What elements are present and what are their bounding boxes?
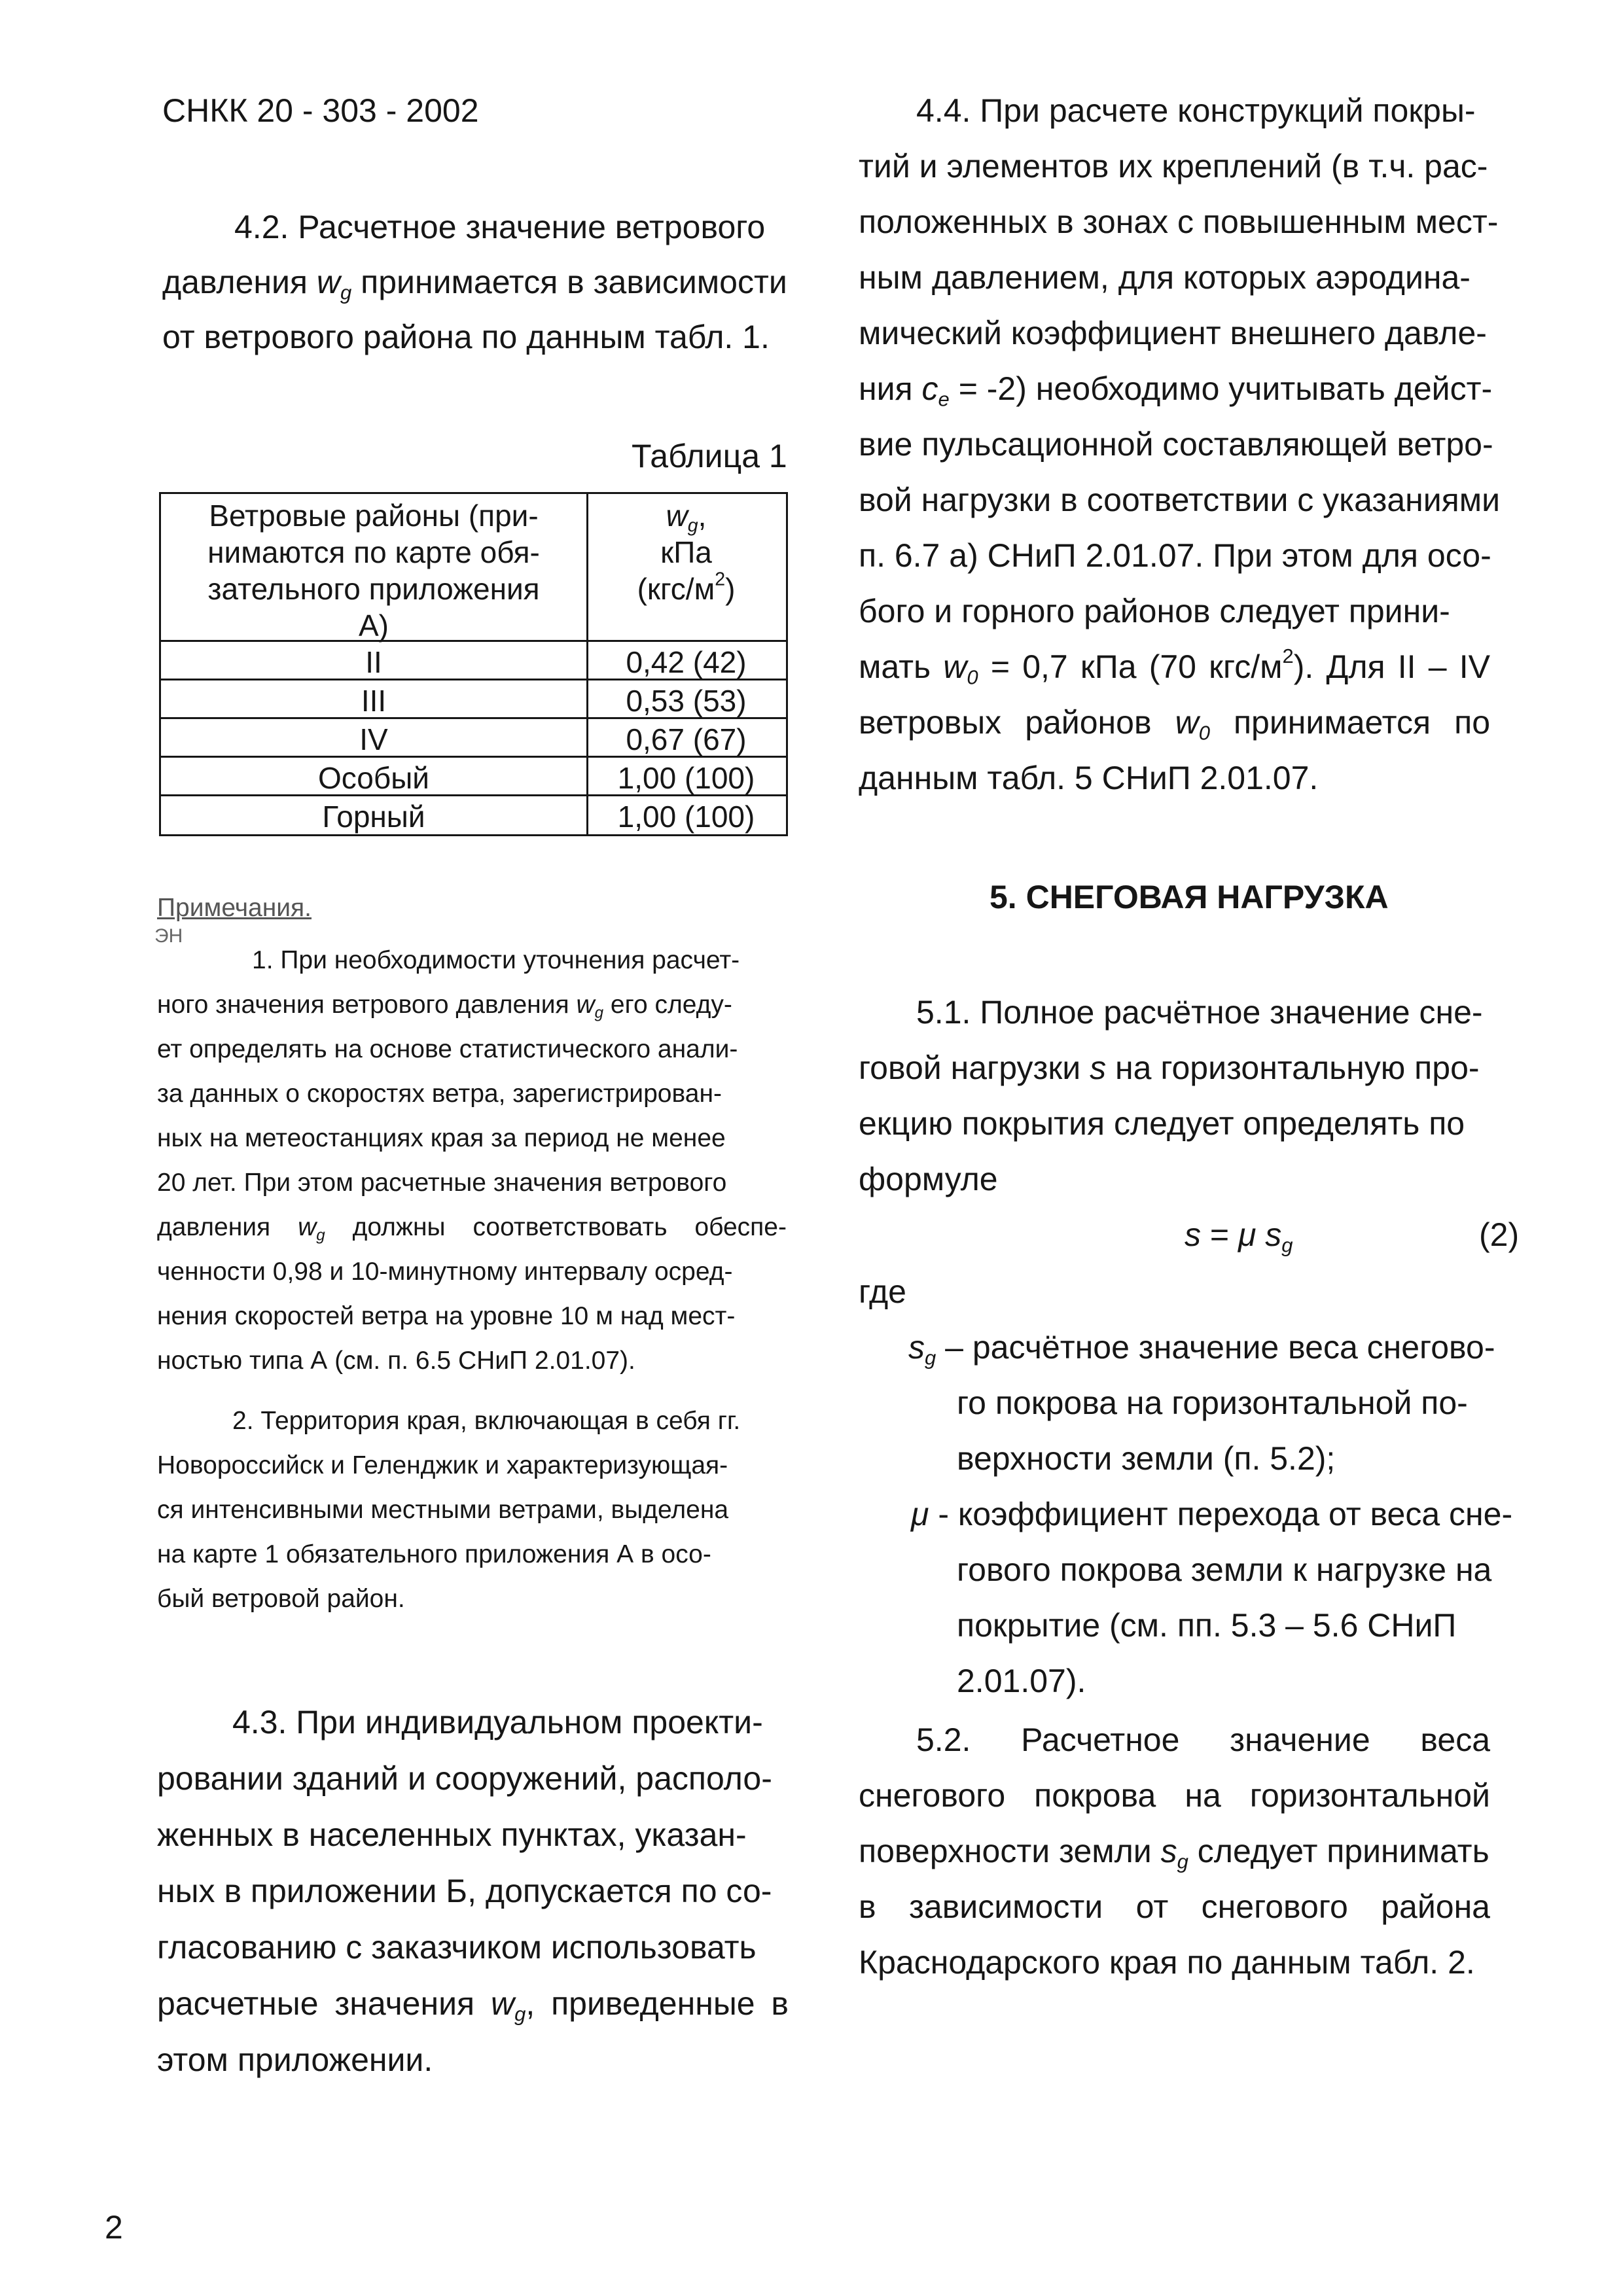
document-code-header: СНКК 20 - 303 - 2002 (162, 92, 479, 129)
table-cell-region: Горный (322, 800, 425, 834)
table-cell-region: II (365, 645, 382, 679)
page-number: 2 (105, 2209, 123, 2246)
table-cell-value: 1,00 (100) (617, 800, 755, 834)
notes-mark: ЭН (154, 925, 183, 947)
table-title: Таблица 1 (632, 438, 787, 474)
table-cell-value: 0,53 (53) (626, 684, 747, 718)
formula: s = μ $s_g$ (1185, 1216, 1293, 1257)
table-header-pressure: $w_g$, кПа $(кгс/м^2)$ (637, 499, 736, 606)
table-cell-value: 1,00 (100) (617, 761, 755, 795)
section-title: 5. СНЕГОВАЯ НАГРУЗКА (990, 879, 1389, 915)
notes-title: Примечания. (157, 894, 312, 922)
table-cell-value: 0,42 (42) (626, 645, 747, 679)
table-cell-region: Особый (318, 761, 429, 795)
table-header-region: Ветровые районы (при- нимаются по карте обя- зательного приложения А) (207, 499, 540, 643)
where-label: где (859, 1273, 906, 1310)
table-cell-region: IV (359, 722, 388, 756)
table-cell-region: III (361, 684, 387, 718)
formula-number: (2) (1479, 1216, 1520, 1253)
table-cell-value: 0,67 (67) (626, 722, 747, 756)
